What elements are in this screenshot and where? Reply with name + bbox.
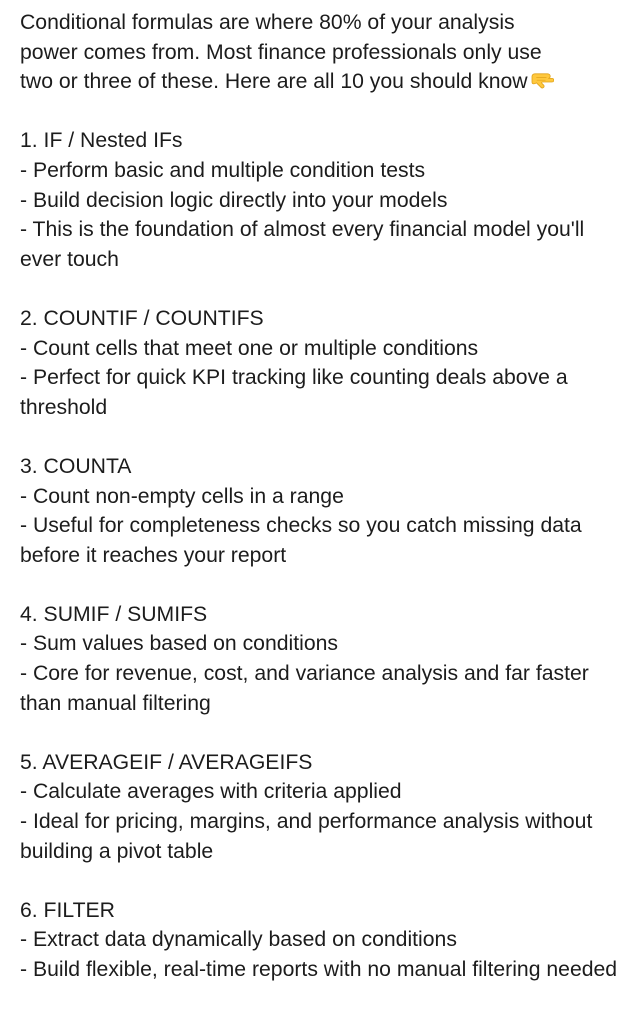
section-bullet: - Core for revenue, cost, and variance analysis and far faster than manual filtering [20,662,589,715]
section-bullet: - Count non-empty cells in a range [20,484,344,508]
formula-section [20,304,625,422]
formula-sections [20,126,625,984]
intro-line-with-emoji [20,67,625,97]
section-bullet: - Sum values based on conditions [20,632,338,656]
formula-section [20,126,625,274]
formula-section [20,748,625,866]
section-heading: 5. AVERAGEIF / AVERAGEIFS [20,750,313,774]
section-bullet: - This is the foundation of almost every financial model you'll ever touch [20,218,585,271]
intro-line-text: two or three of these. Here are all 10 you should know [20,70,528,94]
formula-section [20,600,625,718]
section-bullet: - Ideal for pricing, margins, and performance analysis without building a pivot table [20,810,593,863]
section-bullet: - Calculate averages with criteria applied [20,780,402,804]
section-bullet: - Count cells that meet one or multiple conditions [20,336,479,360]
section-bullet: - Perfect for quick KPI tracking like counting deals above a threshold [20,366,568,419]
section-bullet: - Build flexible, real-time reports with no manual filtering needed [20,958,618,981]
formula-section [20,896,625,985]
section-heading: 6. FILTER [20,898,115,922]
intro-paragraph [20,8,625,97]
intro-line: power comes from. Most finance professionals only use [20,40,542,64]
section-bullet: - Extract data dynamically based on conditions [20,928,457,952]
intro-line: Conditional formulas are where 80% of your analysis [20,11,515,34]
section-bullet: - Perform basic and multiple condition tests [20,158,426,182]
section-heading: 3. COUNTA [20,454,132,478]
formula-section [20,452,625,570]
section-bullet: - Build decision logic directly into your models [20,188,448,212]
section-heading: 1. IF / Nested IFs [20,129,183,153]
backhand-index-pointing-down-icon [530,70,554,92]
section-bullet: - Useful for completeness checks so you catch missing data before it reaches your report [20,514,582,567]
section-heading: 4. SUMIF / SUMIFS [20,602,208,626]
section-heading: 2. COUNTIF / COUNTIFS [20,306,264,330]
